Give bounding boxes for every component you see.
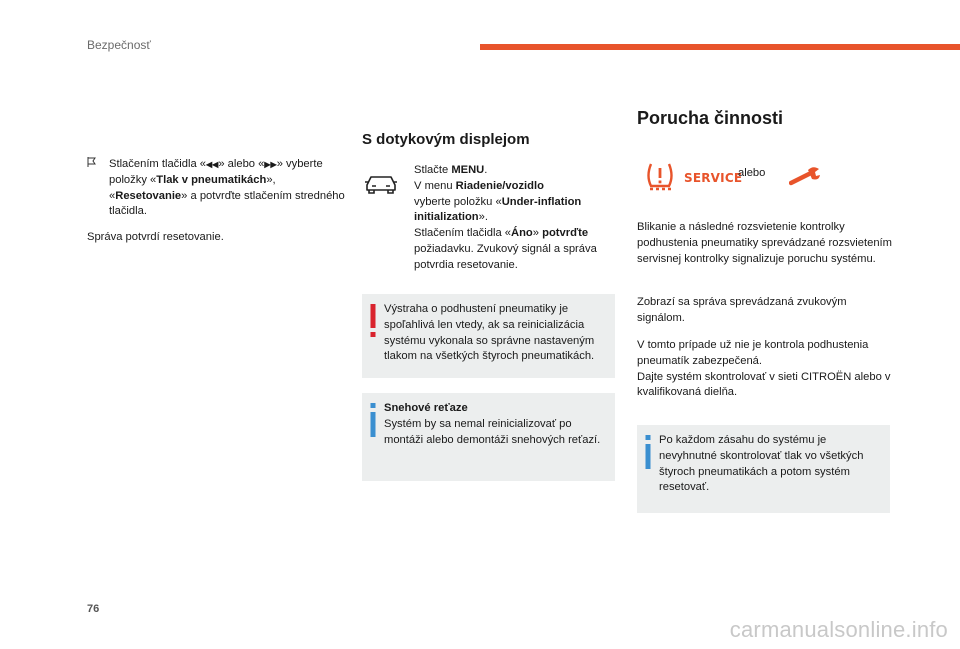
touchscreen-heading: S dotykovým displejom [362,131,530,148]
warning-text: Výstraha o podhustení pneumatiky je spoľahlivá len vtedy, ak sa reinicializácia systému vykonala so správne nastaveným tlakom na všetkých štyroch pneumatikách. [384,303,595,363]
info-i-icon [370,403,376,437]
reset-info-text: Po každom zásahu do systému je nevyhnutné skontrolovať tlak vo všetkých štyroch pneumatikách a potom systém resetovať. [659,434,864,494]
reset-info-box [637,425,890,513]
snow-chains-info-box [362,393,615,481]
step-text: Stlačením tlačidla «◀◀» alebo «▶▶» vyberte položky «Tlak v pneumatikách», «Resetovanie» a potvrďte stlačením stredného tlačidla. [109,158,345,218]
info-icon [645,435,651,513]
section-title: Bezpečnosť [87,38,151,52]
step-marker-icon [87,157,109,220]
car-icon [364,171,398,195]
malfunction-heading: Porucha činnosti [637,108,784,128]
prev-button-glyph: ◀◀ [206,160,219,169]
tyre-pressure-warning-icon [645,160,675,192]
header-accent-bar [480,44,960,50]
info-title: Snehové reťaze [384,402,468,414]
page-number: 76 [87,603,100,615]
flag-icon [87,157,96,167]
check-advice: V tomto prípade už nie je kontrola podhustenia pneumatík zabezpečená. Dajte systém skontrolovať v sieti CITROËN alebo v kvalifikovaná dielňa. [637,339,891,399]
info-icon [370,403,376,481]
touchscreen-instructions: Stlačte MENU. V menu Riadenie/vozidlo vyberte položku «Under-inflation initialization». Stlačením tlačidla «Áno» potvrďte požiadavku. Zvukový signál a správa potvrdia resetovanie. [414,164,597,271]
info-text: Systém by sa nemal reinicializovať po montáži alebo demontáži snehových reťazí. [384,417,601,446]
wrench-icon [789,166,823,186]
info-i-icon [645,435,651,469]
malfunction-description: Blikanie a následné rozsvietenie kontrolky podhustenia pneumatiky sprevádzané rozsvietením servisnej kontrolky signalizuje poruchu systému. [637,221,892,265]
warning-icon [370,304,376,378]
next-button-glyph: ▶▶ [264,160,277,169]
confirmation-note: Správa potvrdí resetovanie. [87,231,224,243]
watermark: carmanualsonline.info [729,617,948,642]
or-label: alebo [738,167,766,179]
warning-box [362,294,615,378]
step-instruction [87,157,347,220]
service-warning-icon: SERVICE [684,171,743,185]
exclamation-icon [370,304,376,338]
message-description: Zobrazí sa správa sprevádzaná zvukovým signálom. [637,296,847,324]
